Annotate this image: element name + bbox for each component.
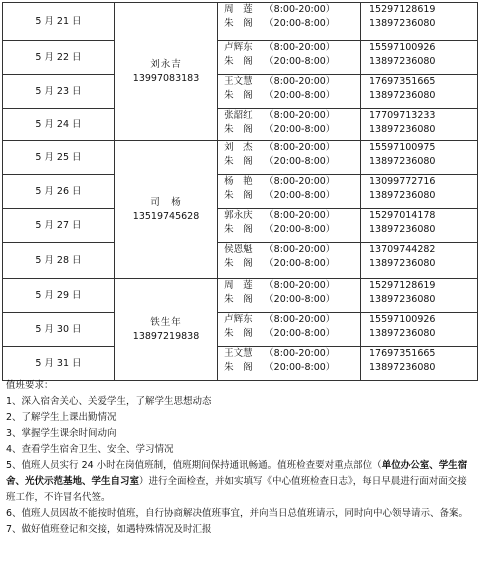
staff-name: 朱 阁 (224, 224, 253, 235)
phone-cell (360, 313, 477, 347)
staff-name: 周 莲 (224, 4, 253, 15)
shift-time: （20:00-8:00） (264, 90, 336, 101)
staff-name: 朱 阁 (224, 328, 253, 339)
shift-time: （20:00-8:00） (264, 190, 336, 201)
staff-name: 卢辉东 (224, 42, 253, 53)
date-cell: 5 月 22 日 (3, 41, 115, 75)
shift-time: （20:00-8:00） (264, 362, 336, 373)
staff-name: 朱 阁 (224, 294, 253, 305)
date-cell: 5 月 30 日 (3, 313, 115, 347)
staff-phone: 13897236080 (368, 156, 436, 167)
date-cell: 5 月 31 日 (3, 347, 115, 381)
phone-cell (360, 243, 477, 279)
requirement-item: 6、值班人员因故不能按时值班，自行协商解决值班事宜，并向当日总值班请示，同时向中心领导请示、备案。 (6, 508, 469, 519)
table-row (3, 41, 478, 75)
staff-phone: 17709713233 (368, 110, 436, 121)
shift-time: （20:00-8:00） (264, 328, 336, 339)
shift-time: （20:00-8:00） (264, 224, 336, 235)
requirement-item: 3、掌握学生课余时间动向 (6, 428, 117, 439)
shift-time: （8:00-20:00） (264, 142, 336, 153)
shift-time: （8:00-20:00） (264, 348, 336, 359)
staff-phone: 15597100926 (368, 314, 436, 325)
shift-time: （8:00-20:00） (264, 42, 336, 53)
phone-cell (360, 209, 477, 243)
staff-phone: 17697351665 (368, 76, 436, 87)
staff-phone: 13897236080 (368, 328, 436, 339)
table-row (3, 3, 478, 41)
duty-requirements (6, 378, 474, 538)
phone-cell (360, 109, 477, 141)
staff-name: 周 莲 (224, 280, 253, 291)
shift-time: （8:00-20:00） (264, 314, 336, 325)
table-row (3, 243, 478, 279)
leader-name: 刘永吉 (150, 58, 182, 70)
staff-phone: 15297128619 (368, 4, 436, 15)
leader-cell (114, 3, 217, 141)
requirement-text: 5、值班人员实行 24 小时在岗值班制，值班期间保持通讯畅通。值班检查要对重点部位（ (6, 460, 382, 471)
staff-phone: 13099772716 (368, 176, 436, 187)
date-cell: 5 月 21 日 (3, 3, 115, 41)
staff-phone: 13897236080 (368, 56, 436, 67)
phone-cell (360, 279, 477, 313)
requirement-item (6, 458, 474, 506)
staff-name: 王文慧 (224, 76, 253, 87)
date-cell: 5 月 26 日 (3, 175, 115, 209)
shift-time: （8:00-20:00） (264, 280, 336, 291)
staff-phone: 13709744282 (368, 244, 436, 255)
staff-name: 王文慧 (224, 348, 253, 359)
shift-time: （20:00-8:00） (264, 156, 336, 167)
staff-cell (218, 243, 361, 279)
staff-cell (218, 3, 361, 41)
table-row (3, 175, 478, 209)
date-cell: 5 月 24 日 (3, 109, 115, 141)
table-row (3, 279, 478, 313)
leader-cell (114, 141, 217, 279)
staff-cell (218, 279, 361, 313)
key-locations: 单位办公室、学生宿舍、光伏示范基地、学生自习室 (6, 460, 468, 487)
staff-phone: 13897236080 (368, 90, 436, 101)
table-row (3, 209, 478, 243)
staff-name: 卢辉东 (224, 314, 253, 325)
shift-time: （20:00-8:00） (264, 124, 336, 135)
staff-name: 朱 阁 (224, 56, 253, 67)
staff-phone: 13897236080 (368, 294, 436, 305)
requirement-item: 7、做好值班登记和交接，如遇特殊情况及时汇报 (6, 524, 212, 535)
phone-cell (360, 347, 477, 381)
table-row (3, 141, 478, 175)
staff-phone: 15597100926 (368, 42, 436, 53)
staff-phone: 13897236080 (368, 224, 436, 235)
shift-time: （20:00-8:00） (264, 258, 336, 269)
table-row (3, 313, 478, 347)
leader-phone: 13997083183 (132, 72, 200, 84)
leader-phone: 13519745628 (132, 210, 200, 222)
shift-time: （8:00-20:00） (264, 176, 336, 187)
staff-cell (218, 109, 361, 141)
staff-phone: 13897236080 (368, 124, 436, 135)
phone-cell (360, 3, 477, 41)
staff-name: 朱 阁 (224, 18, 253, 29)
staff-cell (218, 141, 361, 175)
staff-phone: 15597100975 (368, 142, 436, 153)
leader-phone: 13897219838 (132, 330, 200, 342)
shift-time: （20:00-8:00） (264, 18, 336, 29)
date-cell: 5 月 28 日 (3, 243, 115, 279)
staff-cell (218, 313, 361, 347)
staff-name: 朱 阁 (224, 90, 253, 101)
staff-name: 朱 阁 (224, 190, 253, 201)
staff-phone: 13897236080 (368, 18, 436, 29)
leader-cell (114, 279, 217, 381)
staff-cell (218, 175, 361, 209)
staff-name: 郭永庆 (224, 210, 253, 221)
date-cell: 5 月 25 日 (3, 141, 115, 175)
shift-time: （8:00-20:00） (264, 4, 336, 15)
staff-cell (218, 75, 361, 109)
table-row (3, 109, 478, 141)
requirement-item: 4、查看学生宿舍卫生、安全、学习情况 (6, 444, 174, 455)
requirement-item: 1、深入宿舍关心、关爱学生，了解学生思想动态 (6, 396, 212, 407)
staff-phone: 15297128619 (368, 280, 436, 291)
date-cell: 5 月 27 日 (3, 209, 115, 243)
leader-name: 铁生年 (150, 316, 182, 328)
staff-phone: 17697351665 (368, 348, 436, 359)
requirement-item: 2、了解学生上课出勤情况 (6, 412, 117, 423)
table-row (3, 75, 478, 109)
shift-time: （8:00-20:00） (264, 110, 336, 121)
phone-cell (360, 41, 477, 75)
staff-name: 朱 阁 (224, 124, 253, 135)
staff-name: 侯恩魁 (224, 244, 253, 255)
phone-cell (360, 141, 477, 175)
table-row (3, 347, 478, 381)
duty-roster-table (2, 2, 478, 381)
staff-phone: 13897236080 (368, 190, 436, 201)
leader-name: 司 杨 (150, 196, 182, 208)
shift-time: （8:00-20:00） (264, 76, 336, 87)
staff-phone: 15297014178 (368, 210, 436, 221)
staff-cell (218, 41, 361, 75)
phone-cell (360, 175, 477, 209)
shift-time: （8:00-20:00） (264, 244, 336, 255)
date-cell: 5 月 29 日 (3, 279, 115, 313)
staff-name: 杨 艳 (224, 176, 253, 187)
staff-name: 朱 阁 (224, 362, 253, 373)
staff-phone: 13897236080 (368, 258, 436, 269)
phone-cell (360, 75, 477, 109)
shift-time: （20:00-8:00） (264, 56, 336, 67)
staff-name: 朱 阁 (224, 258, 253, 269)
requirements-title: 值班要求： (6, 380, 54, 391)
staff-name: 刘 杰 (224, 142, 253, 153)
staff-name: 张韶红 (224, 110, 253, 121)
duty-roster-body (3, 3, 478, 381)
date-cell: 5 月 23 日 (3, 75, 115, 109)
shift-time: （8:00-20:00） (264, 210, 336, 221)
staff-cell (218, 209, 361, 243)
staff-cell (218, 347, 361, 381)
shift-time: （20:00-8:00） (264, 294, 336, 305)
requirement-text: ）进行全面检查，并如实填写《中心值班检查日志》，每日早晨进行面对面交接班工作，不许冒名代签。 (6, 476, 467, 503)
staff-phone: 13897236080 (368, 362, 436, 373)
staff-name: 朱 阁 (224, 156, 253, 167)
